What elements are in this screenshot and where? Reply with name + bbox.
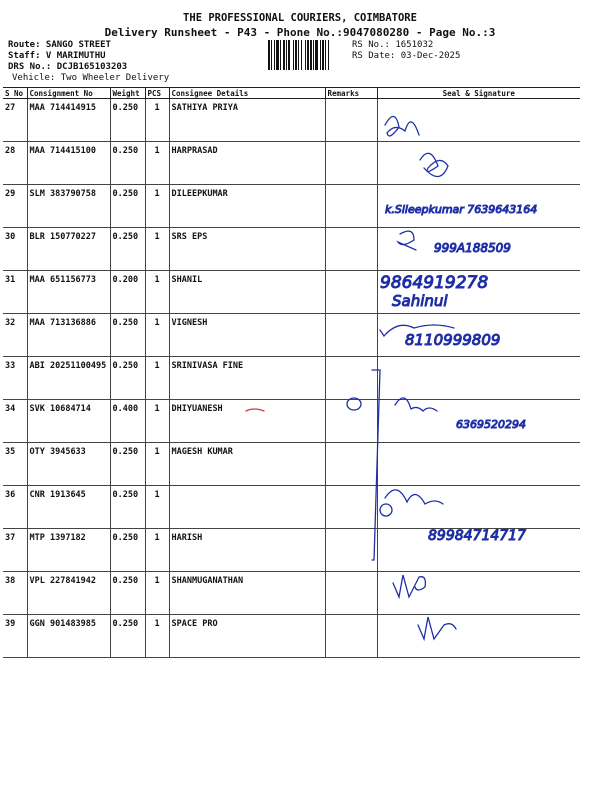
barcode-bar [301,40,302,70]
row-signature [377,142,580,185]
row-pcs: 1 [145,314,169,357]
row-consignment-no: MAA 714414915 [27,99,110,142]
col-consignment: Consignment No [27,88,110,99]
row-consignee: SPACE PRO [169,615,325,658]
col-weight: Weight [110,88,145,99]
row-signature [377,529,580,572]
row-sno: 39 [3,615,27,658]
row-pcs: 1 [145,572,169,615]
barcode-bar [288,40,290,70]
sig-text-30: 999A188509 [434,241,511,255]
row-sno: 28 [3,142,27,185]
table-row [3,185,580,228]
barcode-bar [283,40,285,70]
sig-text-37: 89984714717 [428,528,526,544]
table-row [3,99,580,142]
row-signature [377,615,580,658]
row-sno: 35 [3,443,27,486]
row-signature [377,400,580,443]
row-pcs: 1 [145,443,169,486]
barcode-bar [295,40,297,70]
row-consignee: SRINIVASA FINE [169,357,325,400]
sig-text-31b: Sahinul [392,292,448,310]
barcode-bar [320,40,321,70]
col-consignee: Consignee Details [169,88,325,99]
rs-no: RS No.: 1651032 [352,40,434,50]
table-row [3,486,580,529]
row-consignee: DHIYUANESH [169,400,325,443]
table-row [3,615,580,658]
table-header-row [3,88,580,99]
barcode [268,40,350,70]
table-row [3,400,580,443]
barcode-bar [276,40,279,70]
barcode-bar [307,40,309,70]
barcode-bar [268,40,270,70]
row-consignee [169,486,325,529]
info-right [352,40,460,62]
sig-text-34: 6369520294 [456,418,526,431]
row-remarks [325,357,377,400]
row-remarks [325,99,377,142]
row-signature [377,99,580,142]
row-remarks [325,185,377,228]
row-signature [377,486,580,529]
vehicle: Vehicle: Two Wheeler Delivery [12,73,170,83]
drs-no: DRS No.: DCJB165103203 [8,62,128,72]
barcode-bar [328,40,329,70]
row-consignee: HARPRASAD [169,142,325,185]
row-weight: 0.400 [110,400,145,443]
row-remarks [325,529,377,572]
row-consignment-no: ABI 20251100495 [27,357,110,400]
row-consignee: MAGESH KUMAR [169,443,325,486]
row-pcs: 1 [145,185,169,228]
col-signature: Seal & Signature [377,88,580,99]
table-row [3,314,580,357]
row-consignee: SRS EPS [169,228,325,271]
row-consignment-no: MAA 714415100 [27,142,110,185]
table-row [3,529,580,572]
row-pcs: 1 [145,357,169,400]
row-consignment-no: CNR 1913645 [27,486,110,529]
barcode-bar [271,40,272,70]
row-consignment-no: MAA 713136886 [27,314,110,357]
table-row [3,271,580,314]
row-consignment-no: GGN 901483985 [27,615,110,658]
barcode-bar [313,40,314,70]
rs-date: RS Date: 03-Dec-2025 [352,51,461,61]
barcode-bar [298,40,299,70]
row-sno: 31 [3,271,27,314]
row-sno: 37 [3,529,27,572]
row-sno: 34 [3,400,27,443]
row-remarks [325,486,377,529]
table-row [3,357,580,400]
row-consignment-no: MTP 1397182 [27,529,110,572]
row-pcs: 1 [145,486,169,529]
row-sno: 30 [3,228,27,271]
barcode-bar [293,40,294,70]
row-pcs: 1 [145,99,169,142]
company-name: THE PROFESSIONAL COURIERS, COIMBATORE [183,12,417,24]
row-signature [377,572,580,615]
row-sno: 32 [3,314,27,357]
row-remarks [325,271,377,314]
row-pcs: 1 [145,529,169,572]
row-weight: 0.250 [110,443,145,486]
table-row [3,228,580,271]
row-signature [377,185,580,228]
row-weight: 0.250 [110,572,145,615]
staff: Staff: V MARIMUTHU [8,51,106,61]
route: Route: SANGO STREET [8,40,111,50]
info-left [8,40,169,84]
row-signature [377,314,580,357]
row-remarks [325,400,377,443]
row-pcs: 1 [145,142,169,185]
barcode-bar [310,40,312,70]
barcode-bar [325,40,326,70]
row-consignment-no: MAA 651156773 [27,271,110,314]
row-remarks [325,314,377,357]
row-consignment-no: SVK 10684714 [27,400,110,443]
row-weight: 0.250 [110,529,145,572]
row-consignee: DILEEPKUMAR [169,185,325,228]
row-remarks [325,228,377,271]
row-weight: 0.250 [110,357,145,400]
row-consignment-no: BLR 150770227 [27,228,110,271]
row-consignee: VIGNESH [169,314,325,357]
row-weight: 0.250 [110,228,145,271]
row-pcs: 1 [145,228,169,271]
barcode-bar [322,40,324,70]
table-row [3,142,580,185]
row-consignee: SATHIYA PRIYA [169,99,325,142]
row-weight: 0.250 [110,486,145,529]
barcode-bar [315,40,318,70]
row-pcs: 1 [145,400,169,443]
row-consignee: HARISH [169,529,325,572]
row-sno: 33 [3,357,27,400]
row-weight: 0.200 [110,271,145,314]
row-signature [377,357,580,400]
row-sno: 29 [3,185,27,228]
row-consignment-no: OTY 3945633 [27,443,110,486]
row-sno: 36 [3,486,27,529]
table-row [3,443,580,486]
row-pcs: 1 [145,271,169,314]
table-row [3,572,580,615]
sheet-title: Delivery Runsheet - P43 - Phone No.:9047080280 - Page No.:3 [104,26,496,39]
col-sno: S No [3,88,27,99]
row-remarks [325,443,377,486]
barcode-bar [305,40,306,70]
row-consignment-no: SLM 383790758 [27,185,110,228]
row-sno: 38 [3,572,27,615]
runsheet-table [3,87,580,658]
row-consignment-no: VPL 227841942 [27,572,110,615]
row-weight: 0.250 [110,314,145,357]
row-pcs: 1 [145,615,169,658]
sig-text-32: 8110999809 [405,331,501,349]
barcode-bar [280,40,281,70]
sig-text-31a: 9864919278 [380,273,489,293]
row-consignee: SHANIL [169,271,325,314]
row-remarks [325,572,377,615]
row-consignee: SHANMUGANATHAN [169,572,325,615]
row-weight: 0.250 [110,99,145,142]
row-weight: 0.250 [110,142,145,185]
barcode-bar [286,40,287,70]
col-pcs: PCS [145,88,169,99]
row-signature [377,443,580,486]
row-weight: 0.250 [110,615,145,658]
row-weight: 0.250 [110,185,145,228]
col-remarks: Remarks [325,88,377,99]
sig-text-29: k.Sileepkumar 7639643164 [385,203,538,216]
row-signature [377,271,580,314]
row-sno: 27 [3,99,27,142]
row-remarks [325,142,377,185]
barcode-bar [274,40,275,70]
row-remarks [325,615,377,658]
row-signature [377,228,580,271]
